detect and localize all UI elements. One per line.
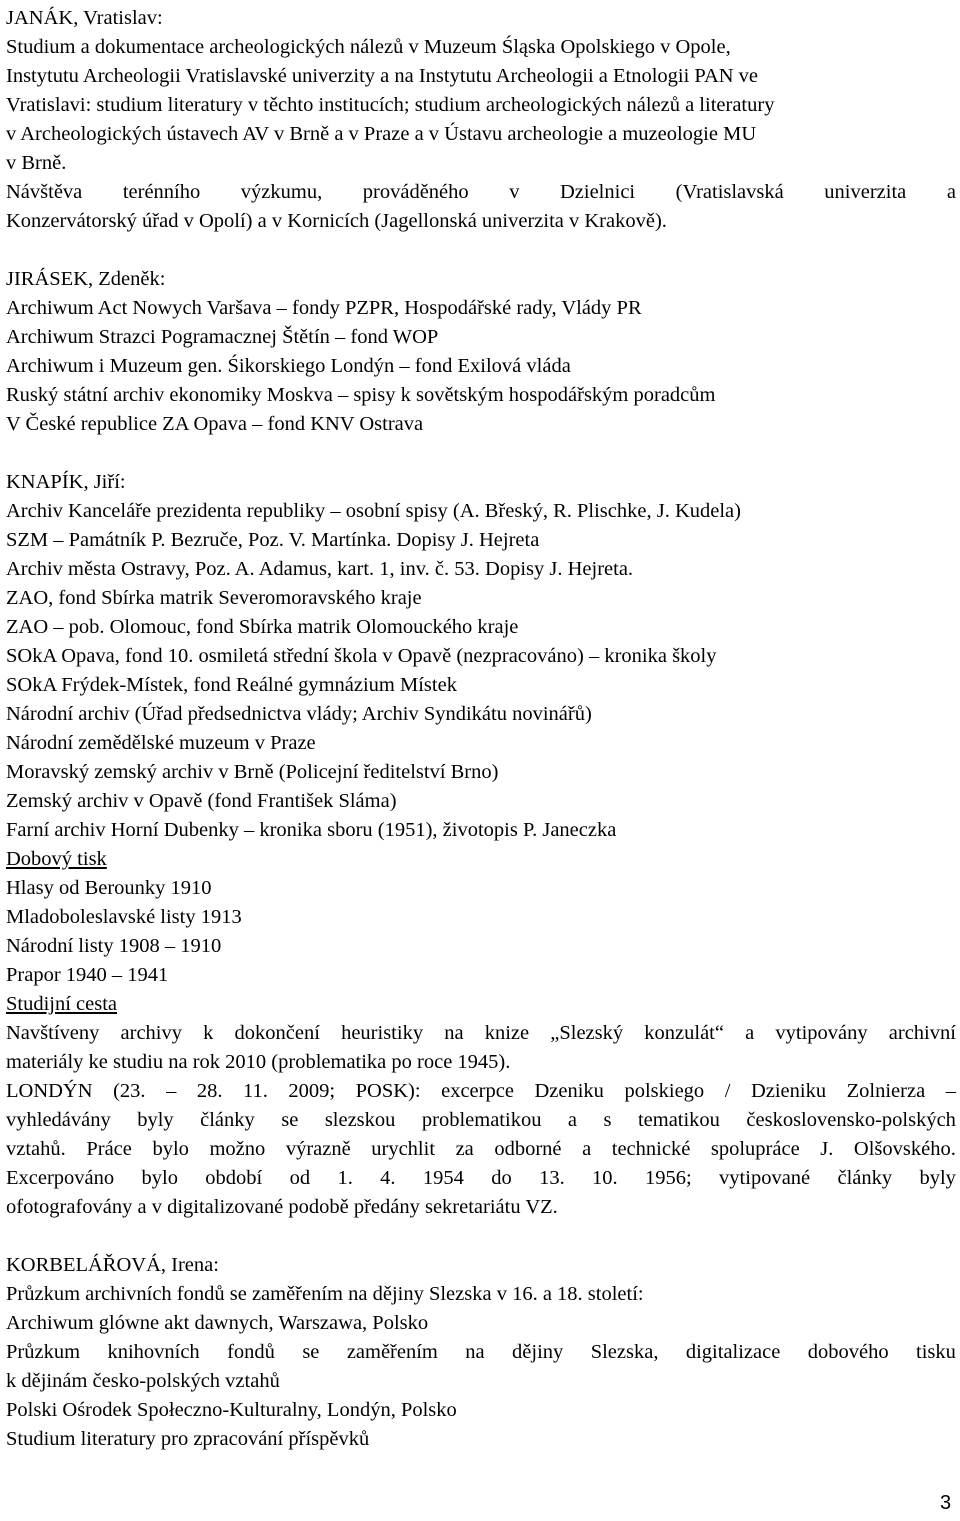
text-line: Ruský státní archiv ekonomiky Moskva – spisy k sovětským hospodářským poradcům	[6, 384, 716, 406]
word: fondů	[227, 1341, 275, 1363]
word: 13.	[539, 1167, 565, 1189]
word: 28.	[196, 1080, 223, 1102]
section-heading: KORBELÁŘOVÁ, Irena:	[6, 1254, 219, 1276]
section-janak	[6, 4, 956, 236]
word: a	[567, 1109, 578, 1131]
text-line: ofotografovány a v digitalizované podobě předány sekretariátu VZ.	[6, 1196, 558, 1218]
word: Dzieniku	[750, 1080, 827, 1102]
word: Zolnierza	[846, 1080, 926, 1102]
word: –	[945, 1080, 956, 1102]
word: /	[724, 1080, 731, 1102]
text-line	[6, 178, 956, 207]
word: archivy	[120, 1022, 182, 1044]
word: vyhledávány	[6, 1109, 111, 1131]
word: Průzkum	[6, 1341, 81, 1363]
word: za	[455, 1138, 474, 1160]
word: 11.	[243, 1080, 268, 1102]
word: tisku	[916, 1341, 956, 1363]
text-line: Studium a dokumentace archeologických nálezů v Muzeum Śląska Opolskiego v Opole,	[6, 36, 731, 58]
text-line: Národní archiv (Úřad předsednictva vlády; Archiv Syndikátu novinářů)	[6, 703, 592, 725]
document-page	[6, 4, 956, 1454]
section-heading: JANÁK, Vratislav:	[6, 7, 163, 29]
word: možno	[209, 1138, 266, 1160]
word: LONDÝN	[6, 1080, 93, 1102]
word: knihovních	[107, 1341, 200, 1363]
word: Olšovského.	[853, 1138, 956, 1160]
text-line: Národní listy 1908 – 1910	[6, 935, 222, 957]
word: technické	[611, 1138, 691, 1160]
word: a	[946, 181, 956, 203]
text-line	[6, 1019, 956, 1048]
word: Dzeniku	[534, 1080, 604, 1102]
word: československo-polských	[746, 1109, 956, 1131]
text-line: SOkA Frýdek-Místek, fond Reálné gymnázium Místek	[6, 674, 457, 696]
word: prováděného	[362, 181, 469, 203]
word: slezskou	[324, 1109, 396, 1131]
text-line: Studium literatury pro zpracování příspěvků	[6, 1428, 370, 1450]
text-line: ZAO – pob. Olomouc, fond Sbírka matrik Olomouckého kraje	[6, 616, 519, 638]
text-line: v Brně.	[6, 152, 67, 174]
word: období	[205, 1167, 263, 1189]
word: polskiego	[624, 1080, 705, 1102]
text-line: Farní archiv Horní Dubenky – kronika sboru (1951), životopis P. Janeczka	[6, 819, 617, 841]
text-line: ZAO, fond Sbírka matrik Severomoravského kraje	[6, 587, 422, 609]
text-line	[6, 1077, 956, 1106]
word: 2009;	[288, 1080, 336, 1102]
word: Excerpováno	[6, 1167, 115, 1189]
section-heading: KNAPÍK, Jiří:	[6, 471, 126, 493]
word: s	[603, 1109, 612, 1131]
text-line	[6, 1106, 956, 1135]
section-jirasek	[6, 265, 956, 439]
word: archivní	[888, 1022, 956, 1044]
word: 1956;	[645, 1167, 692, 1189]
word: výrazně	[285, 1138, 351, 1160]
text-line: Archiwum i Muzeum gen. Śikorskiego Londýn – fond Exilová vláda	[6, 355, 571, 377]
word: v	[509, 181, 520, 203]
section-korbelarova	[6, 1251, 956, 1454]
word: články	[837, 1167, 893, 1189]
text-line: Konzervátorský úřad v Opolí) a v Kornicích (Jagellonská univerzita v Krakově).	[6, 210, 667, 232]
word: články	[200, 1109, 255, 1131]
text-line: Národní zemědělské muzeum v Praze	[6, 732, 316, 754]
word: byly	[919, 1167, 956, 1189]
text-line: v Archeologických ústavech AV v Brně a v Praze a v Ústavu archeologie a muzeologie MU	[6, 123, 757, 145]
word: a	[582, 1138, 592, 1160]
text-line: Archiwum glówne akt dawnych, Warszawa, Polsko	[6, 1312, 429, 1334]
word: (23.	[113, 1080, 146, 1102]
text-line: Zemský archiv v Opavě (fond František Sláma)	[6, 790, 397, 812]
word: knize	[484, 1022, 530, 1044]
text-line: Průzkum archivních fondů se zaměřením na dějiny Slezska v 16. a 18. století:	[6, 1283, 644, 1305]
word: vytipovány	[775, 1022, 868, 1044]
text-line: Hlasy od Berounky 1910	[6, 877, 212, 899]
word: dokončení	[234, 1022, 320, 1044]
text-line: SZM – Památník P. Bezruče, Poz. V. Martínka. Dopisy J. Hejreta	[6, 529, 540, 551]
word: 4.	[380, 1167, 396, 1189]
word: do	[491, 1167, 512, 1189]
text-line: Archiwum Act Nowych Varšava – fondy PZPR, Hospodářské rady, Vlády PR	[6, 297, 642, 319]
text-line: k dějinám česko-polských vztahů	[6, 1370, 280, 1392]
word: POSK):	[355, 1080, 421, 1102]
text-line: Archiwum Strazci Pogramacznej Štětín – fond WOP	[6, 326, 439, 348]
word: byly	[137, 1109, 174, 1131]
word: „Slezský	[550, 1022, 624, 1044]
word: excerpce	[441, 1080, 514, 1102]
word: terénního	[122, 181, 201, 203]
text-line: SOkA Opava, fond 10. osmiletá střední škola v Opavě (nezpracováno) – kronika školy	[6, 645, 717, 667]
word: se	[281, 1109, 299, 1131]
text-line: Mladoboleslavské listy 1913	[6, 906, 242, 928]
word: na	[465, 1341, 485, 1363]
text-line: Moravský zemský archiv v Brně (Policejní ředitelství Brno)	[6, 761, 499, 783]
word: dobového	[807, 1341, 889, 1363]
text-line: V České republice ZA Opava – fond KNV Ostrava	[6, 413, 424, 435]
word: a	[745, 1022, 755, 1044]
word: na	[444, 1022, 464, 1044]
word: J.	[820, 1138, 834, 1160]
word: bylo	[152, 1138, 189, 1160]
word: –	[166, 1080, 177, 1102]
word: vytipované	[719, 1167, 811, 1189]
section-knapik	[6, 468, 956, 1222]
word: od	[289, 1167, 311, 1189]
word: zaměřením	[346, 1341, 438, 1363]
word: bylo	[141, 1167, 178, 1189]
text-line: Vratislavi: studium literatury v těchto institucích; studium archeologických nálezů a literatury	[6, 94, 775, 116]
word: Práce	[86, 1138, 132, 1160]
text-line: Polski Ośrodek Społeczno-Kulturalny, Londýn, Polsko	[6, 1399, 457, 1421]
subheading-trip: Studijní cesta	[6, 993, 118, 1015]
word: 10.	[592, 1167, 618, 1189]
word: se	[302, 1341, 320, 1363]
page-number: 3	[940, 1492, 952, 1514]
text-line: materiály ke studiu na rok 2010 (problematika po roce 1945).	[6, 1051, 511, 1073]
word: Návštěva	[6, 181, 83, 203]
word: heuristiky	[341, 1022, 424, 1044]
word: Slezska,	[590, 1341, 659, 1363]
word: výzkumu,	[240, 181, 323, 203]
word: urychlit	[371, 1138, 436, 1160]
word: problematikou	[421, 1109, 542, 1131]
text-line: Archiv města Ostravy, Poz. A. Adamus, kart. 1, inv. č. 53. Dopisy J. Hejreta.	[6, 558, 634, 580]
text-line: Prapor 1940 – 1941	[6, 964, 169, 986]
word: Dzielnici	[559, 181, 636, 203]
word: (Vratislavská	[675, 181, 784, 203]
word: vztahů.	[6, 1138, 66, 1160]
word: Navštíveny	[6, 1022, 100, 1044]
word: tematikou	[637, 1109, 720, 1131]
text-line	[6, 1338, 956, 1367]
word: 1.	[337, 1167, 353, 1189]
word: k	[203, 1022, 214, 1044]
word: 1954	[422, 1167, 464, 1189]
text-line: Archiv Kanceláře prezidenta republiky – osobní spisy (A. Břeský, R. Plischke, J. Kudela)	[6, 500, 741, 522]
text-line	[6, 1164, 956, 1193]
section-heading: JIRÁSEK, Zdeněk:	[6, 268, 166, 290]
word: digitalizace	[685, 1341, 781, 1363]
word: odborné	[494, 1138, 562, 1160]
text-line: Instytutu Archeologii Vratislavské univerzity a na Instytutu Archeologii a Etnologii PAN ve	[6, 65, 759, 87]
word: univerzita	[824, 181, 907, 203]
word: konzulát“	[644, 1022, 724, 1044]
word: spolupráce	[710, 1138, 800, 1160]
text-line	[6, 1135, 956, 1164]
word: dějiny	[512, 1341, 564, 1363]
subheading-press: Dobový tisk	[6, 848, 107, 870]
